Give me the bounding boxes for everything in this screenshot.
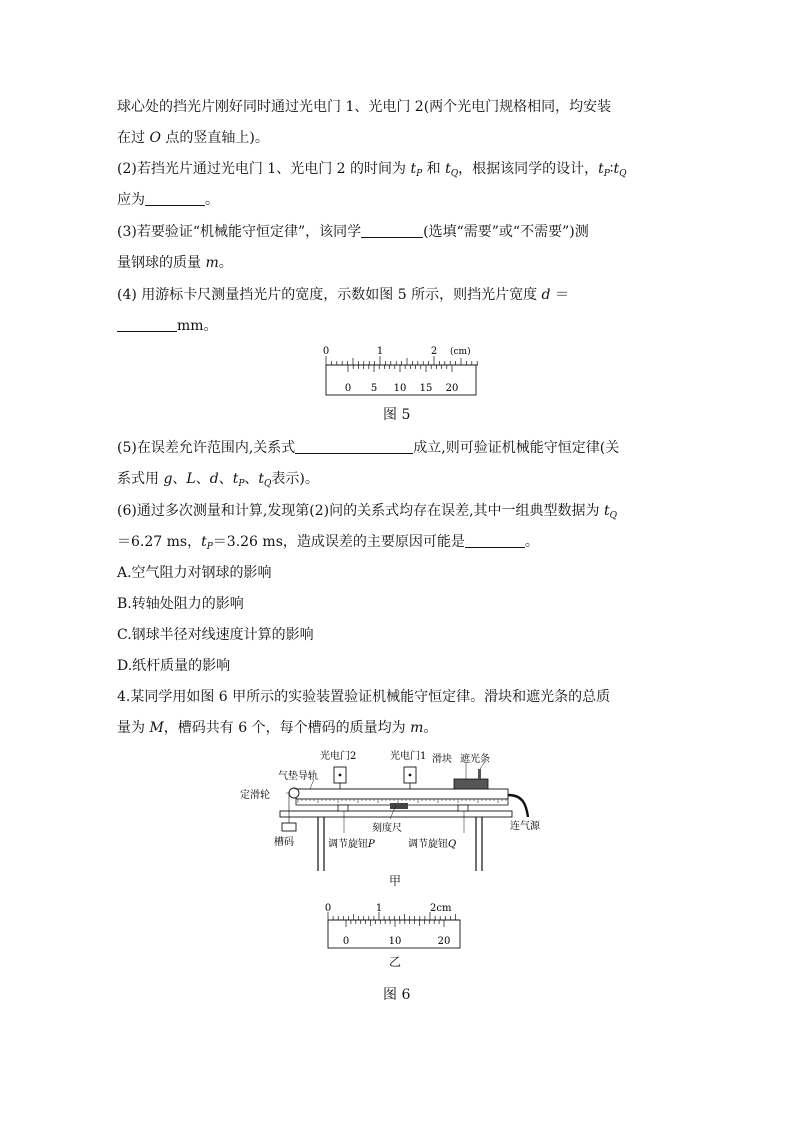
label-gate-2: 光电门2 bbox=[320, 751, 357, 762]
sub-P: P bbox=[238, 479, 245, 489]
figure-6-jia-caption: 甲 bbox=[389, 874, 402, 888]
label-air-track: 气垫导轨 bbox=[278, 771, 318, 782]
shade-strip-icon bbox=[478, 769, 481, 779]
text: ∶ bbox=[609, 161, 614, 177]
label-air-source: 连气源 bbox=[510, 821, 540, 832]
vernier-label: 10 bbox=[393, 383, 407, 394]
option-d: D.纸杆质量的影响 bbox=[117, 658, 231, 674]
knob-Q bbox=[458, 805, 468, 811]
var-t: t bbox=[604, 503, 610, 519]
var-d: d bbox=[541, 287, 551, 303]
answer-blank[interactable] bbox=[145, 191, 205, 206]
question-5-line-2 bbox=[117, 469, 319, 494]
vernier-scale-ticks bbox=[346, 920, 444, 927]
answer-blank[interactable] bbox=[117, 317, 177, 332]
text: ，根据该同学的设计， bbox=[458, 161, 599, 177]
label-gate-1: 光电门1 bbox=[390, 751, 427, 762]
option-c: C.钢球半径对线速度计算的影响 bbox=[117, 627, 314, 643]
figure-6-apparatus bbox=[240, 745, 560, 885]
sub-Q: Q bbox=[450, 169, 459, 179]
text: 在过 bbox=[117, 130, 150, 146]
main-label: 2cm bbox=[430, 903, 452, 914]
main-label: 0 bbox=[324, 903, 332, 914]
vernier-label: 5 bbox=[370, 383, 378, 394]
var-L: L bbox=[186, 471, 196, 487]
text: 、 bbox=[195, 471, 210, 487]
label-slider: 滑块 bbox=[432, 754, 452, 765]
question-4-line-2 bbox=[117, 316, 218, 336]
text: (6)通过多次测量和计算,发现第(2)问的关系式均存在误差,其中一组典型数据为 bbox=[117, 503, 605, 519]
var-t: t bbox=[410, 161, 417, 177]
option-a: A.空气阻力对钢球的影响 bbox=[117, 565, 272, 581]
var-m: m bbox=[410, 720, 424, 736]
text: 表示)。 bbox=[271, 471, 319, 487]
vernier-label: 20 bbox=[445, 383, 459, 394]
text: 系式用 bbox=[117, 471, 164, 487]
unit-label: (cm) bbox=[450, 347, 471, 357]
text: 。 bbox=[423, 720, 438, 736]
text: (5)在误差允许范围内,关系式 bbox=[117, 440, 296, 456]
track-support bbox=[390, 803, 408, 809]
var-M: M bbox=[149, 720, 164, 736]
text: 成立,则可验证机械能守恒定律(关 bbox=[413, 440, 620, 456]
text: 、 bbox=[172, 471, 187, 487]
vernier-scale-ticks bbox=[348, 365, 452, 372]
weight-icon bbox=[282, 823, 296, 831]
vernier-label: 20 bbox=[437, 936, 451, 947]
main-label: 2 bbox=[430, 346, 438, 357]
var-t: t bbox=[598, 161, 604, 177]
main-label: 1 bbox=[375, 903, 383, 914]
var-d: d bbox=[209, 471, 219, 487]
vernier-label: 0 bbox=[342, 936, 350, 947]
sub-Q: Q bbox=[264, 479, 272, 489]
text: 、 bbox=[218, 471, 233, 487]
text: 量为 bbox=[117, 720, 150, 736]
option-b: B.转轴处阻力的影响 bbox=[117, 596, 244, 612]
table-top bbox=[280, 811, 512, 817]
text: mm。 bbox=[177, 318, 218, 334]
figure-6-vernier-caliper bbox=[320, 900, 470, 952]
label-ruler: 刻度尺 bbox=[372, 823, 402, 834]
text: ＝3.26 ms，造成误差的主要原因可能是 bbox=[212, 534, 465, 550]
label-knob-P: 调节旋钮P bbox=[328, 839, 375, 850]
sub-Q: Q bbox=[609, 511, 618, 521]
var-t: t bbox=[258, 471, 265, 487]
question-2-line-1 bbox=[117, 159, 626, 184]
main-label: 1 bbox=[376, 346, 384, 357]
problem-4-line-2 bbox=[117, 718, 437, 738]
text: (2)若挡光片通过光电门 1、光电门 2 的时间为 bbox=[117, 161, 411, 177]
question-6-line-2 bbox=[117, 532, 539, 557]
sub-P: P bbox=[206, 542, 213, 552]
vernier-label: 0 bbox=[344, 383, 352, 394]
slider-icon bbox=[454, 779, 488, 789]
var-O: O bbox=[149, 130, 161, 146]
var-m: m bbox=[205, 255, 219, 271]
text: ，槽码共有 6 个，每个槽码的质量均为 bbox=[163, 720, 411, 736]
text: ＝6.27 ms， bbox=[117, 534, 202, 550]
problem-4-line-1: 4.某同学用如图 6 甲所示的实验装置验证机械能守恒定律。滑块和遮光条的总质 bbox=[117, 689, 611, 705]
text: (4) 用游标卡尺测量挡光片的宽度，示数如图 5 所示，则挡光片宽度 bbox=[117, 287, 542, 303]
main-label: 0 bbox=[322, 346, 330, 357]
question-4-line-1 bbox=[117, 285, 569, 305]
sub-Q: Q bbox=[619, 169, 627, 179]
text: 。 bbox=[218, 255, 233, 271]
label-pulley: 定滑轮 bbox=[240, 790, 270, 801]
sub-P: P bbox=[603, 169, 610, 179]
text: (选填“需要”或“不需要”)测 bbox=[423, 224, 589, 240]
question-3-line-1 bbox=[117, 222, 589, 242]
question-6-line-1 bbox=[117, 501, 617, 526]
text: ＝ bbox=[550, 287, 569, 303]
label-weight: 槽码 bbox=[274, 837, 294, 848]
text: 。 bbox=[524, 534, 539, 550]
text-line-1 bbox=[117, 97, 611, 117]
pulley-icon bbox=[289, 788, 299, 798]
vernier-label: 15 bbox=[419, 383, 433, 394]
vernier-label: 10 bbox=[388, 936, 402, 947]
text: 应为 bbox=[117, 192, 145, 208]
sub-P: P bbox=[416, 169, 423, 179]
air-track bbox=[296, 789, 508, 799]
var-t: t bbox=[232, 471, 239, 487]
figure-5-vernier-caliper bbox=[318, 343, 498, 399]
knob-P bbox=[338, 805, 348, 811]
main-scale-ticks bbox=[326, 356, 477, 365]
text-line-2 bbox=[117, 128, 269, 148]
figure-5-caption: 图 5 bbox=[383, 407, 411, 423]
var-t: t bbox=[613, 161, 620, 177]
figure-6-caption: 图 6 bbox=[383, 987, 411, 1003]
label-shade: 遮光条 bbox=[460, 754, 490, 765]
question-3-line-2 bbox=[117, 253, 233, 273]
text: 点的竖直轴上)。 bbox=[160, 130, 269, 146]
text: 量钢球的质量 bbox=[117, 255, 206, 271]
text: 、 bbox=[244, 471, 259, 487]
var-t: t bbox=[445, 161, 451, 177]
text: 和 bbox=[422, 161, 446, 177]
answer-blank[interactable] bbox=[361, 223, 423, 238]
text: (3)若要验证“机械能守恒定律”，该同学 bbox=[117, 224, 362, 240]
text: 。 bbox=[205, 192, 219, 208]
answer-blank[interactable] bbox=[295, 439, 413, 454]
label-knob-Q: 调节旋钮Q bbox=[408, 839, 457, 850]
answer-blank[interactable] bbox=[465, 533, 525, 548]
question-2-line-2 bbox=[117, 190, 219, 210]
text: 球心处的挡光片刚好同时通过光电门 1、光电门 2(两个光电门规格相同，均安装 bbox=[117, 99, 612, 115]
var-g: g bbox=[163, 471, 173, 487]
figure-6-yi-caption: 乙 bbox=[389, 955, 402, 969]
question-5-line-1 bbox=[117, 438, 619, 458]
var-t: t bbox=[201, 534, 207, 550]
